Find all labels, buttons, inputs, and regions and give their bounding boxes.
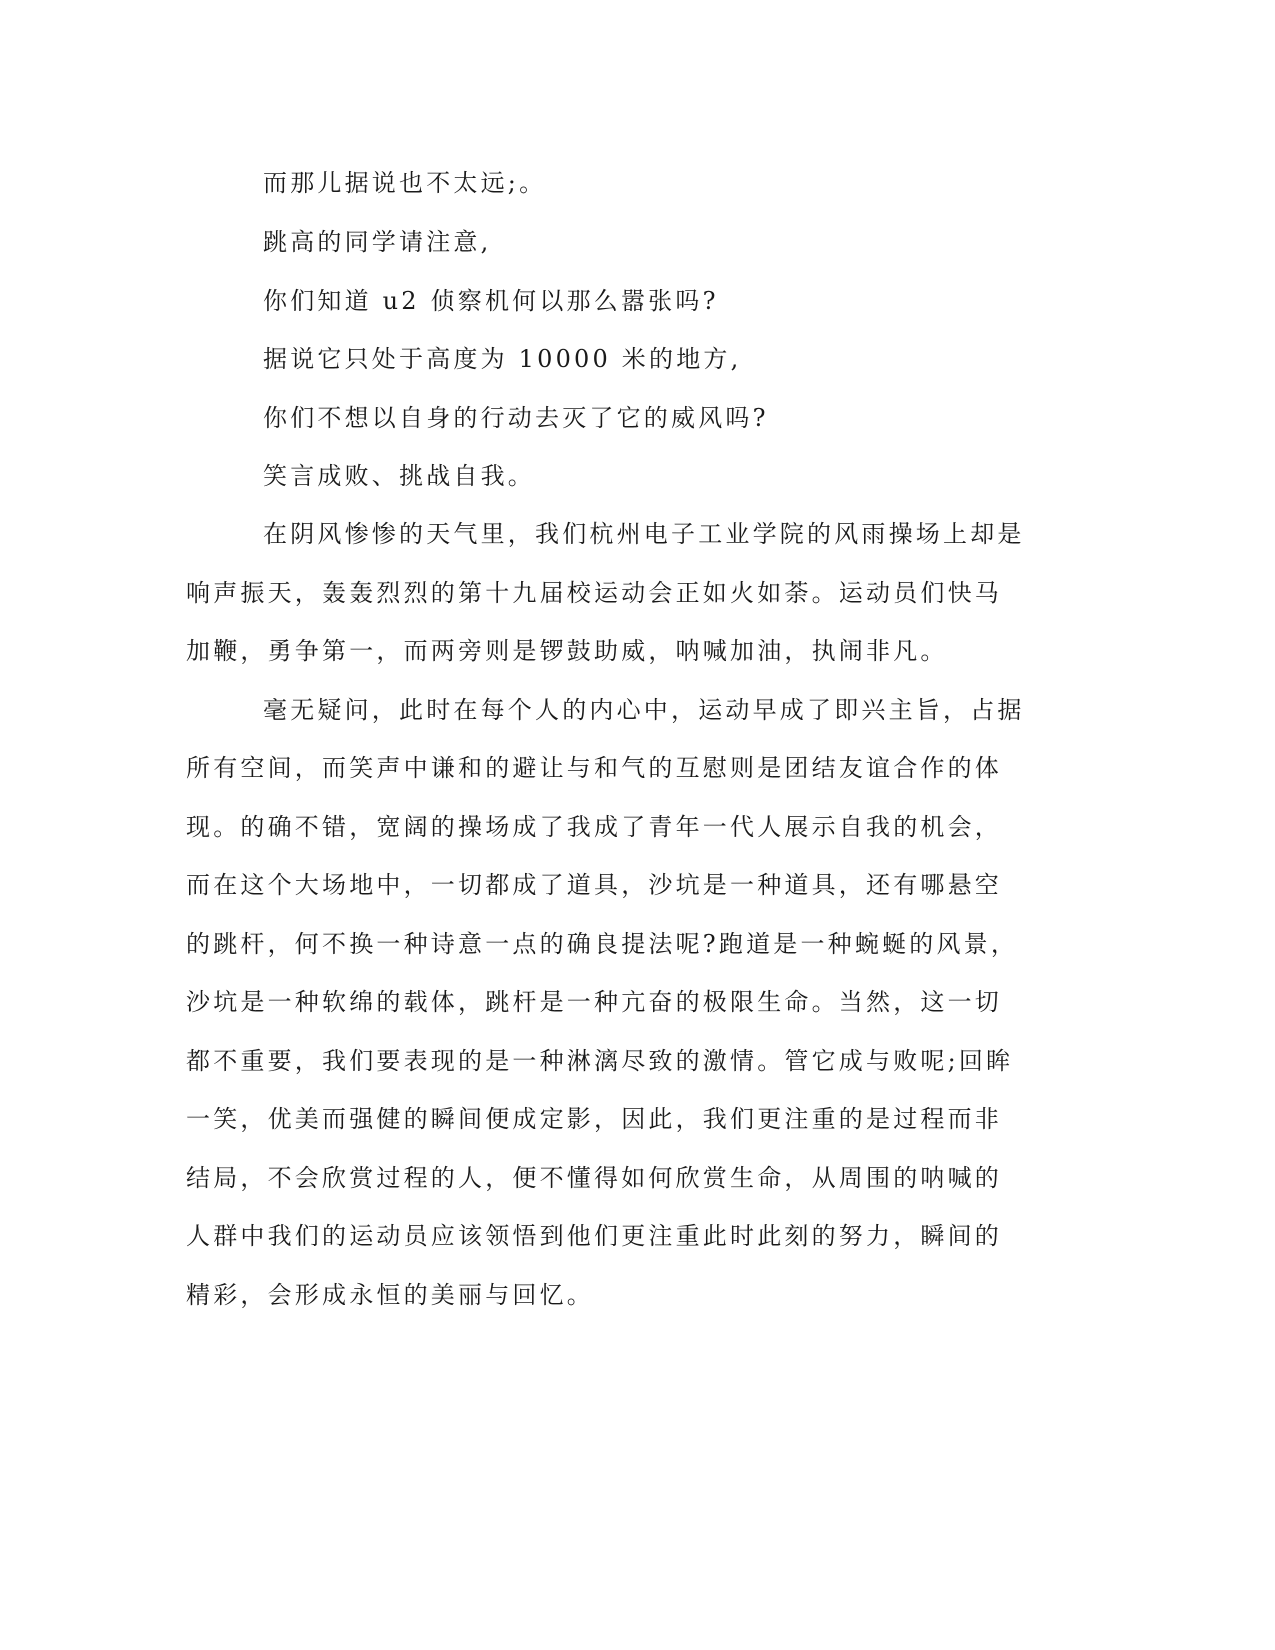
paragraph-line: 结局，不会欣赏过程的人，便不懂得如何欣赏生命，从周围的呐喊的 bbox=[186, 1164, 1002, 1192]
text-line: 而那儿据说也不太远;。 bbox=[263, 169, 547, 197]
paragraph-line: 的跳杆，何不换一种诗意一点的确良提法呢?跑道是一种蜿蜒的风景， bbox=[186, 930, 1019, 958]
text-line: 你们知道 u2 侦察机何以那么嚣张吗? bbox=[263, 287, 719, 315]
paragraph-line: 现。的确不错，宽阔的操场成了我成了青年一代人展示自我的机会， bbox=[186, 813, 1002, 841]
paragraph-line: 沙坑是一种软绵的载体，跳杆是一种亢奋的极限生命。当然，这一切 bbox=[186, 988, 1002, 1016]
paragraph-line: 人群中我们的运动员应该领悟到他们更注重此时此刻的努力，瞬间的 bbox=[186, 1222, 1002, 1250]
paragraph-line: 在阴风惨惨的天气里，我们杭州电子工业学院的风雨操场上却是 bbox=[263, 520, 1025, 548]
text-line: 跳高的同学请注意, bbox=[263, 228, 492, 256]
paragraph-line: 精彩，会形成永恒的美丽与回忆。 bbox=[186, 1281, 594, 1309]
paragraph-line: 一笑，优美而强健的瞬间便成定影，因此，我们更注重的是过程而非 bbox=[186, 1105, 1002, 1133]
paragraph-line: 加鞭，勇争第一，而两旁则是锣鼓助威，呐喊加油，执闹非凡。 bbox=[186, 637, 948, 665]
text-line: 笑言成败、挑战自我。 bbox=[263, 462, 535, 490]
paragraph-line: 所有空间，而笑声中谦和的避让与和气的互慰则是团结友谊合作的体 bbox=[186, 754, 1002, 782]
text-line: 据说它只处于高度为 10000 米的地方, bbox=[263, 345, 742, 373]
text-line: 你们不想以自身的行动去灭了它的威风吗? bbox=[263, 404, 769, 432]
paragraph-line: 毫无疑问，此时在每个人的内心中，运动早成了即兴主旨，占据 bbox=[263, 696, 1025, 724]
paragraph-line: 而在这个大场地中，一切都成了道具，沙坑是一种道具，还有哪悬空 bbox=[186, 871, 1002, 899]
paragraph-line: 响声振天，轰轰烈烈的第十九届校运动会正如火如荼。运动员们快马 bbox=[186, 579, 1002, 607]
paragraph-line: 都不重要，我们要表现的是一种淋漓尽致的激情。管它成与败呢;回眸 bbox=[186, 1047, 1014, 1075]
